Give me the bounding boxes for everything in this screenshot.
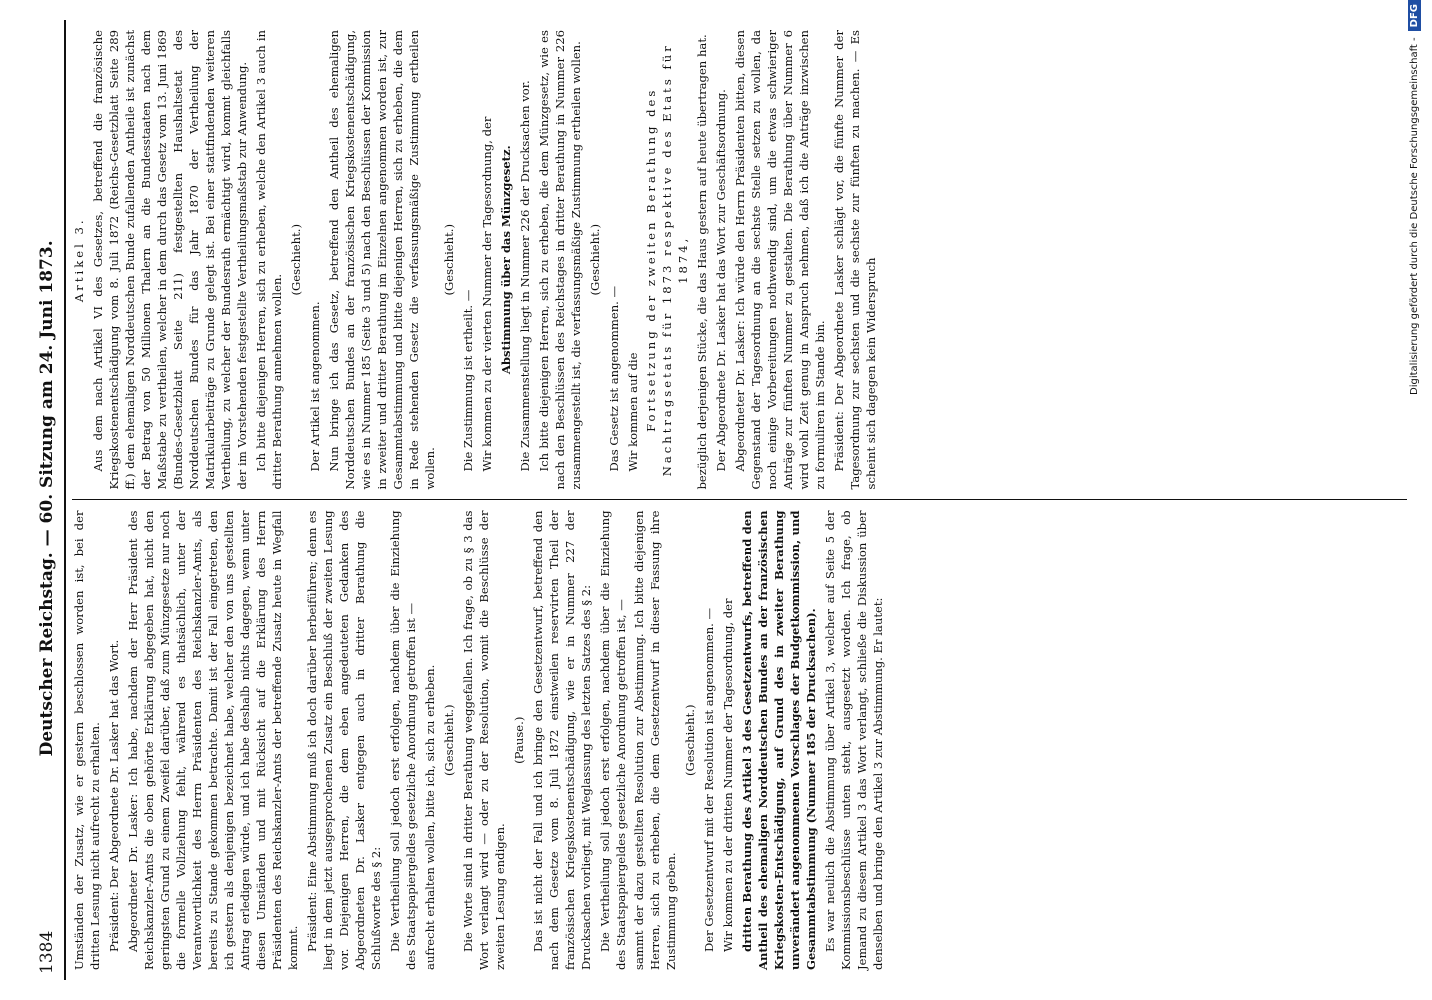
paragraph: Wir kommen zu der dritten Nummer der Tagesordnung, der <box>721 598 736 952</box>
paragraph: Abgeordneter Dr. Lasker: Ich habe, nachdem der Herr Präsident des Reichskanzler-Amts die oben gehörte Erklärung abgegeben hat, nicht den geringsten Grund zu einem Zweifel darüber, daß zum Münzgesetze nur noch die formelle Vollziehung fehlt, während es thatsächlich, unter der Verantwortlichkeit des Herrn Präsidenten des Reichskanzler-Amts, als bereits zu Stande gekommen betrachte. Damit ist der Fall eingetreten, den ich gestern als denjenigen bezeichnet habe, welcher den von uns gestellten Antrag erledigen würde, und ich habe deshalb nichts dagegen, wenn unter diesen Umständen und mit Rücksicht auf die Erklärung des Herrn Präsidenten des Reichskanzler-Amts der betreffende Zusatz heute in Wegfall kommt. <box>125 510 300 970</box>
paragraph: Präsident: Der Abgeordnete Dr. Lasker hat das Wort. <box>106 639 121 952</box>
column-left <box>72 501 1407 981</box>
paragraph: Wir kommen zu der vierten Nummer der Tagesordnung, der <box>479 116 494 472</box>
paragraph: Der Gesetzentwurf mit der Resolution ist angenommen. — <box>702 607 717 952</box>
paragraph: (Geschieht.) <box>441 704 456 776</box>
paragraph: Es war neulich die Abstimmung über Artikel 3, welcher auf Seite 5 der Kommissionsbeschlüsse unten steht, ausgesetzt worden. Ich frage, ob Jemand zu diesem Artikel 3 das Wort verlangt, schließe die Diskussion über denselben und bringe den Artikel 3 zur Abstimmung. Er lautet: <box>823 510 886 970</box>
paragraph: Abgeordneter Dr. Lasker: Ich würde den Herrn Präsidenten bitten, diesen Gegenstand der Tagesordnung an die sechste Stelle setzen zu wollen, da noch einige Vorbereitungen nothwendig sind, um die etwas schwieriger Anträge zur fünften Nummer zu gestalten. Die Berathung über Nummer 6 wird wohl Zeit genug in Anspruch nehmen, daß ich die Anträge inzwischen zu formuliren im Stande bin. <box>733 30 828 490</box>
paragraph: bezüglich derjenigen Stücke, die das Haus gestern auf heute übertragen hat. <box>695 34 710 490</box>
paragraph: Die Zusammenstellung liegt in Nummer 226 der Drucksachen vor. <box>517 80 532 472</box>
page-number: 1384 <box>37 930 57 974</box>
paragraph: (Geschieht.) <box>288 224 303 296</box>
column-right <box>72 20 1407 500</box>
paragraph: sammt der dazu gestellten Resolution zur Abstimmung. Ich bitte diejenigen Herren, sich zu erheben, die dem Gesetzentwurf in dieser Fassung ihre Zustimmung geben. <box>632 510 679 970</box>
paragraph: Aus dem nach Artikel VI des Gesetzes, betreffend die französische Kriegskostenentschädigung vom 8. Juli 1872 (Reichs-Gesetzblatt Seite 289 ff.) dem ehemaligen Norddeutschen Bunde zufallenden Antheile ist zunächst der Betrag von 50 Millionen Thalern an die Bundesstaaten nach dem Maßstabe zu vertheilen, welcher in dem durch das Gesetz vom 13. Juni 1869 (Bundes-Gesetzblatt Seite 211) festgestellten Haushaltsetat des Norddeutschen Bundes für das Jahr 1870 der Vertheilung der Matrikularbeiträge zu Grunde gelegt ist. Bei einer stattfindenden weiteren Vertheilung, zu welcher der Bundesrath ermächtigt wird, kommt gleichfalls der im Vorstehenden festgestellte Vertheilungsmaßstab zur Anwendung. <box>90 30 249 490</box>
paragraph: Die Vertheilung soll jedoch erst erfolgen, nachdem über die Einziehung des Staatspapiergeldes gesetzliche Anordnung getroffen ist, — <box>597 510 628 970</box>
paragraph: Präsident: Eine Abstimmung muß ich doch darüber herbeiführen; denn es liegt in dem jetzt ausgesprochenen Zusatz ein Beschluß der zweiten Lesung vor. Diejenigen Herren, die dem eben angedeuteten Gedanken des Abgeordneten Dr. Lasker entgegen auch in dritter Berathung die Schlußworte des § 2: <box>304 510 383 970</box>
agenda-heading: Abstimmung über das Münzgesetz. <box>498 145 513 375</box>
column-divider <box>72 500 1407 501</box>
credit-text: Digitalisierung gefördert durch die Deutsche Forschungsgemeinschaft - <box>1409 37 1420 395</box>
paragraph: Das ist nicht der Fall und ich bringe den Gesetzentwurf, betreffend den nach dem Gesetze vom 8. Juli 1872 einstweilen reservirten Theil der französischen Kriegskostenentschädigung, wie er in Nummer 227 der Drucksachen vorliegt, mit Weglassung des letzten Satzes des § 2: <box>530 510 593 970</box>
paragraph: Ich bitte diejenigen Herren, sich zu erheben, welche den Artikel 3 auch in dritter Berathung annehmen wollen. <box>253 30 284 490</box>
page-header <box>30 20 66 980</box>
rotated-page-content <box>30 20 1405 980</box>
paragraph: Die Vertheilung soll jedoch erst erfolgen, nachdem über die Einziehung des Staatspapiergeldes gesetzliche Anordnung getroffen ist — <box>387 510 418 970</box>
paragraph: Das Gesetz ist angenommen. — <box>606 285 621 472</box>
agenda-heading: dritten Berathung des Artikel 3 des Gesetzentwurfs, betreffend den Antheil des ehemaligen Norddeutschen Bundes an der französischen Kriegskosten-Entschädigung, auf Grund des in zweiter Berathung unverändert angenommenen Vorschlages der Budgetkommission, und Gesammtabstimmung (Nummer 185 der Drucksachen). <box>740 510 819 970</box>
paragraph: Die Zustimmung ist ertheilt. — <box>460 289 475 472</box>
dfg-logo-icon: DFG <box>1408 0 1421 31</box>
paragraph: Der Abgeordnete Dr. Lasker hat das Wort zur Geschäftsordnung. <box>714 89 729 472</box>
paragraph: (Geschieht.) <box>587 224 602 296</box>
paragraph: Ich bitte diejenigen Herren, sich zu erheben, die dem Münzgesetz, wie es nach den Beschlüssen des Reichstages in dritter Berathung in Nummer 226 zusammengestellt ist, die verfassungsmäßige Zustimmung ertheilen wollen. <box>536 30 583 490</box>
paragraph: Umständen der Zusatz, wie er gestern beschlossen worden ist, bei der dritten Lesung nicht aufrecht zu erhalten. <box>72 510 102 970</box>
paragraph: Wir kommen auf die <box>625 352 640 472</box>
article-heading: Artikel 3. <box>72 217 86 303</box>
paragraph: Die Worte sind in dritter Berathung weggefallen. Ich frage, ob zu § 3 das Wort verlangt wird — oder zu der Resolution, womit die Beschlüsse der zweiten Lesung endigen. <box>460 510 507 970</box>
paragraph: Nun bringe ich das Gesetz, betreffend den Antheil des ehemaligen Norddeutschen Bundes an der französischen Kriegskostenentschädigung, wie es in Nummer 185 (Seite 3 und 5) nach den Beschlüssen der Kommission in zweiter und dritter Berathung im Einzelnen angenommen worden ist, zur Gesammtabstimmung und bitte diejenigen Herren, sich zu erheben, die dem in Rede stehenden Gesetz die verfassungsmäßige Zustimmung ertheilen wollen. <box>326 30 437 490</box>
paragraph: Der Artikel ist angenommen. <box>307 301 322 472</box>
paragraph: Präsident: Der Abgeordnete Lasker schlägt vor, die fünfte Nummer der Tagesordnung zur sechsten und die sechste zur fünften zu machen. — Es scheint sich dagegen kein Widerspruch <box>832 30 879 490</box>
paragraph: (Pause.) <box>511 716 526 764</box>
paragraph: (Geschieht.) <box>441 224 456 296</box>
digitization-credit <box>1408 0 1421 990</box>
paragraph: (Geschieht.) <box>683 704 698 776</box>
text-columns <box>72 20 1407 980</box>
agenda-heading: Fortsetzung der zweiten Berathung des Nachtragsetats für 1873 respektive des Etats für 1874, <box>644 43 691 477</box>
paragraph: aufrecht erhalten wollen, bitte ich, sich zu erheben. <box>422 664 437 970</box>
page-title: Deutscher Reichstag. — 60. Sitzung am 24. Juni 1873. <box>37 240 57 757</box>
